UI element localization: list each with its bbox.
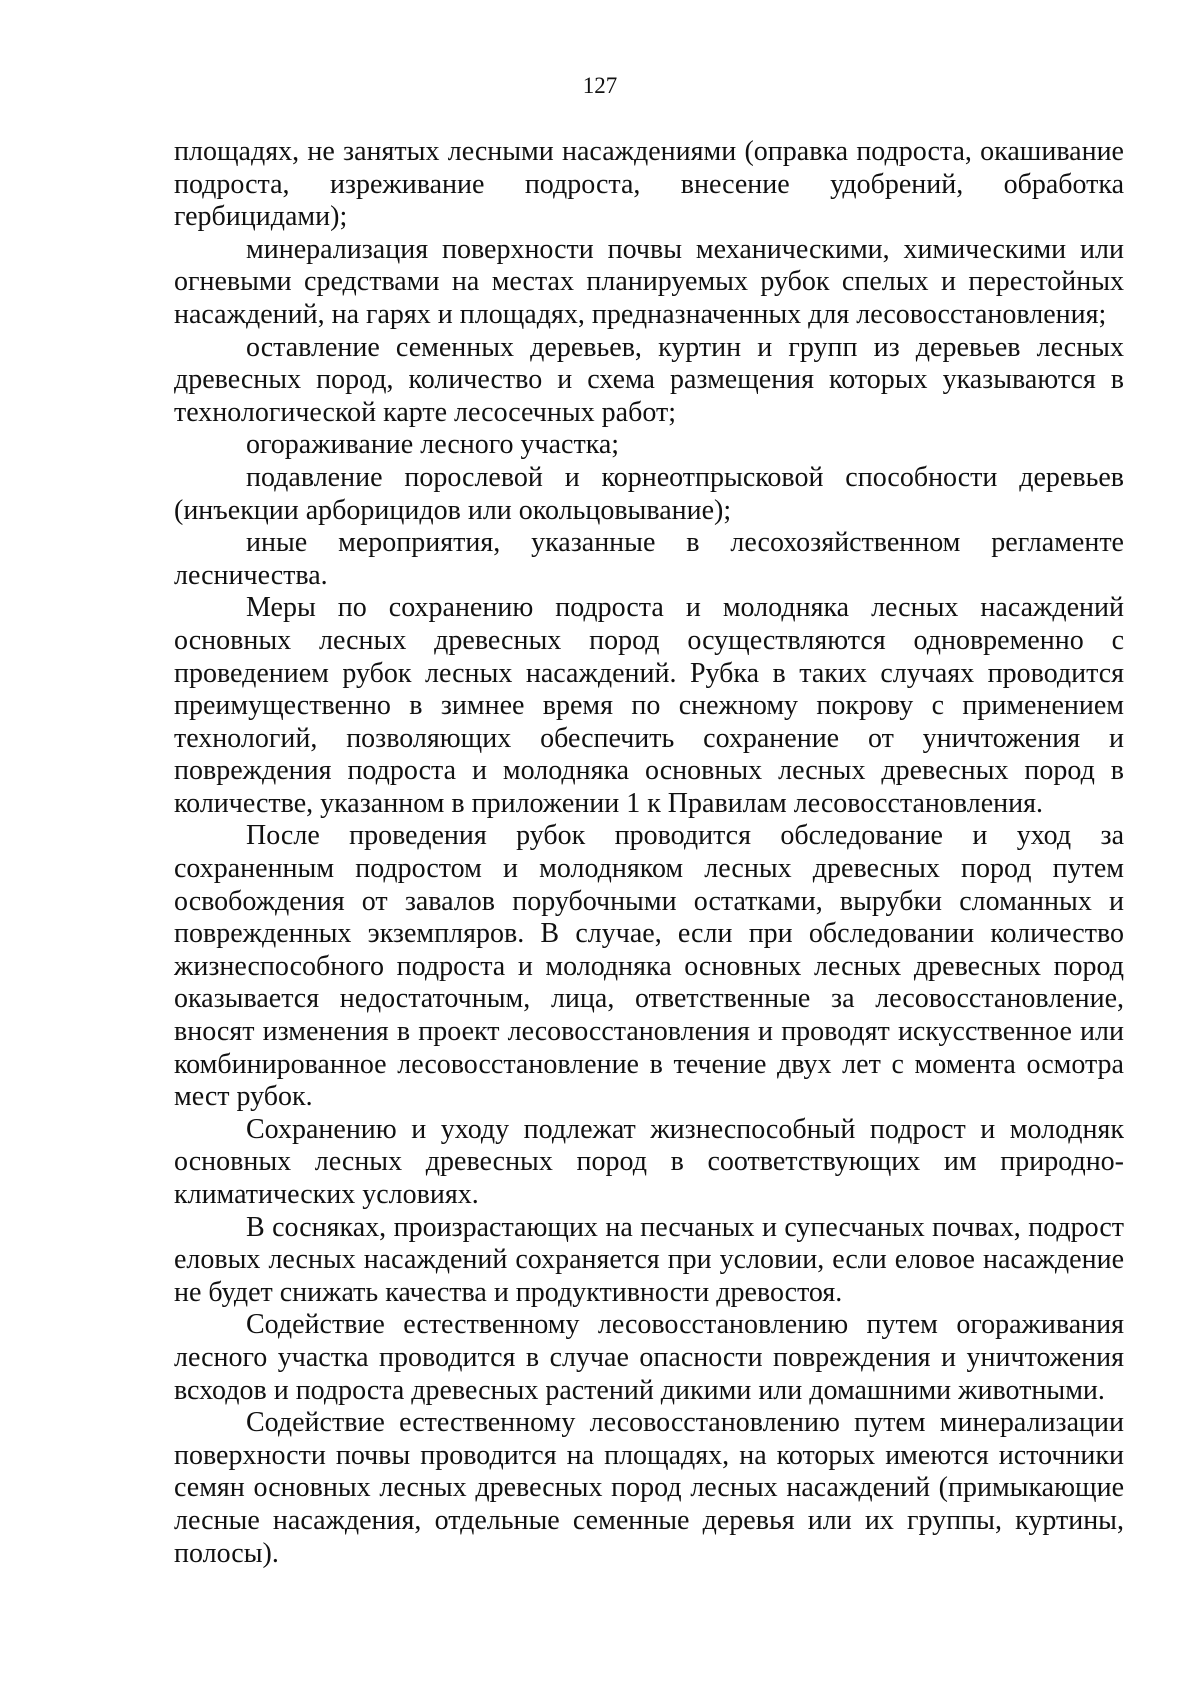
paragraph-fencing-assistance: Содействие естественному лесовосстановлению путем огораживания лесного участка проводится в случае опасности повреждения и уничтожения всходов и подроста древесных растений дикими или домашними животными. — [174, 1309, 1124, 1406]
paragraph-continuation: площадях, не занятых лесными насаждениями (оправка подроста, окашивание подроста, изреживание подроста, внесение удобрений, обработка гербицидами); — [174, 136, 1124, 233]
paragraph-subject-to-care: Сохранению и уходу подлежат жизнеспособный подрост и молодняк основных лесных древесных пород в соответствующих им природно-климатических условиях. — [174, 1113, 1124, 1210]
page-number: 127 — [582, 73, 618, 98]
paragraph-other-measures-list-item: иные мероприятия, указанные в лесохозяйственном регламенте лесничества. — [174, 527, 1124, 591]
paragraph-preservation-measures: Меры по сохранению подроста и молодняка лесных насаждений основных лесных древесных пород осуществляются одновременно с проведением рубок лесных насаждений. Рубка в таких случаях проводится преимущественно в зимнее время по снежному покрову с применением технологий, позволяющих обеспечить сохранение от уничтожения и повреждения подроста и молодняка основных лесных древесных пород в количестве, указанном в приложении 1 к Правилам лесовосстановления. — [174, 592, 1124, 819]
paragraph-after-felling: После проведения рубок проводится обследование и уход за сохраненным подростом и молодняком лесных древесных пород путем освобождения от завалов порубочными остатками, вырубки сломанных и поврежденных экземпляров. В случае, если при обследовании количество жизнеспособного подроста и молодняка основных лесных древесных пород оказывается недостаточным, лица, ответственные за лесовосстановление, вносят изменения в проект лесовосстановления и проводят искусственное или комбинированное лесовосстановление в течение двух лет с момента осмотра мест рубок. — [174, 820, 1124, 1113]
paragraph-pine-forests: В сосняках, произрастающих на песчаных и супесчаных почвах, подрост еловых лесных насаждений сохраняется при условии, если еловое насаждение не будет снижать качества и продуктивности древостоя. — [174, 1211, 1124, 1308]
paragraph-mineralization-assistance: Содействие естественному лесовосстановлению путем минерализации поверхности почвы проводится на площадях, на которых имеются источники семян основных лесных древесных пород лесных насаждений (примыкающие лесные насаждения, отдельные семенные деревья или их группы, куртины, полосы). — [174, 1407, 1124, 1569]
paragraph-mineralization-list-item: минерализация поверхности почвы механическими, химическими или огневыми средствами на местах планируемых рубок спелых и перестойных насаждений, на гарях и площадях, предназначенных для лесовосстановления; — [174, 233, 1124, 330]
paragraph-fencing-list-item: огораживание лесного участка; — [246, 429, 620, 461]
paragraph-seed-trees-list-item: оставление семенных деревьев, куртин и групп из деревьев лесных древесных пород, количество и схема размещения которых указываются в технологической карте лесосечных работ; — [174, 331, 1124, 428]
paragraph-suppression-list-item: подавление порослевой и корнеотпрысковой способности деревьев (инъекции арборицидов или окольцовывание); — [174, 461, 1124, 526]
document-body — [174, 136, 1124, 1570]
